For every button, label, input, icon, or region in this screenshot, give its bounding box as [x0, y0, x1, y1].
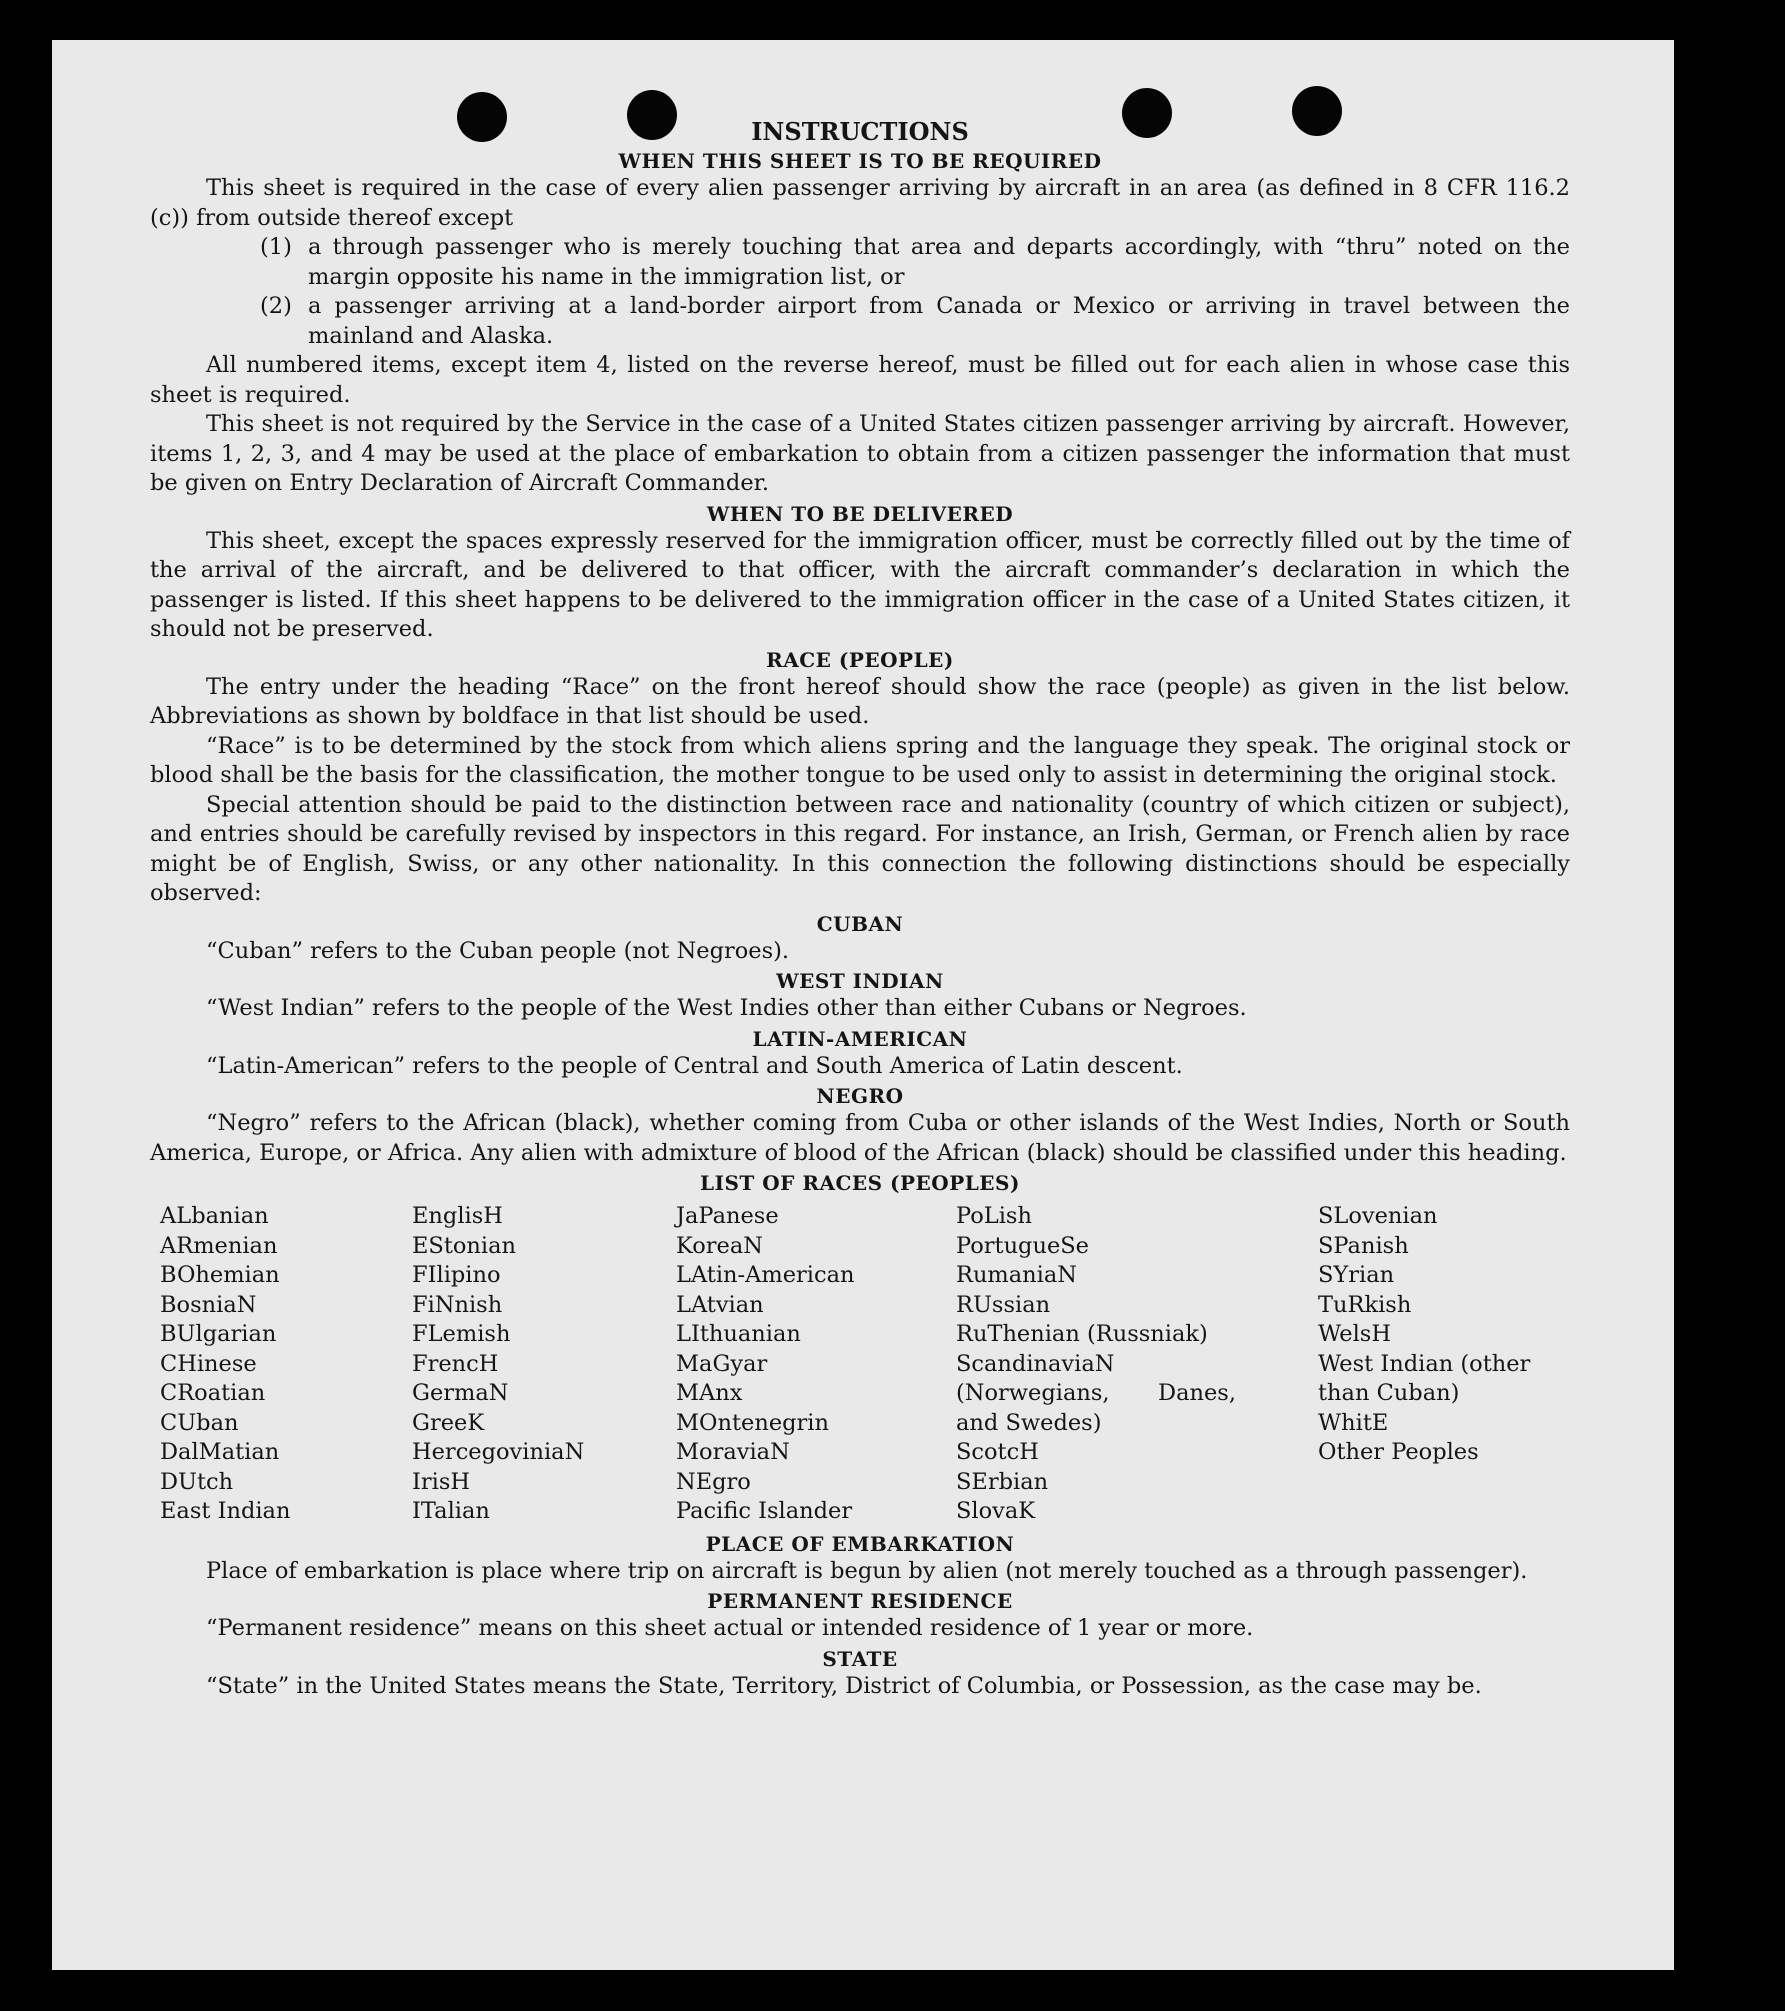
race-item: PoLish — [956, 1203, 1032, 1229]
race-item: MAnx — [676, 1380, 743, 1406]
race-item: FrencH — [412, 1350, 499, 1377]
west-indian-text: “West Indian” refers to the people of the West Indies other than either Cubans or Negroes. — [206, 995, 1247, 1021]
races-column-3 — [676, 1202, 956, 1527]
race-item: West Indian (other than Cuban) — [1318, 1350, 1531, 1406]
races-column-5 — [1318, 1202, 1570, 1527]
section-heading-residence: PERMANENT RESIDENCE — [707, 1589, 1013, 1613]
race-item: MoraviaN — [676, 1439, 790, 1465]
race-item: RUssian — [956, 1291, 1051, 1318]
page-title: INSTRUCTIONS — [751, 117, 969, 146]
race-item: WhitE — [1318, 1409, 1389, 1436]
section-heading-embarkation: PLACE OF EMBARKATION — [705, 1531, 1015, 1556]
section-heading-when-delivered: WHEN TO BE DELIVERED — [706, 501, 1014, 526]
cuban-text: “Cuban” refers to the Cuban people (not Negroes). — [206, 937, 790, 964]
race-item: LIthuanian — [676, 1321, 801, 1347]
race-para3: Special attention should be paid to the distinction between race and nationality (country of which citizen or subject), and entries should be carefully revised by inspectors in this regard. For instance, an Irish, German, or French alien by race might be of English, Swiss, or any other nationality. In this connection the following distinctions should be especially observed: — [150, 791, 1570, 906]
race-item: CHinese — [160, 1350, 257, 1377]
race-item: LAtin-American — [676, 1262, 855, 1288]
race-item: WelsH — [1318, 1321, 1391, 1347]
race-item: ITalian — [412, 1498, 490, 1524]
race-item: CUban — [160, 1409, 239, 1436]
race-item: GermaN — [412, 1380, 509, 1406]
exception-number: (1) — [260, 234, 292, 260]
race-item: FiNnish — [412, 1291, 503, 1318]
exception-text: a passenger arriving at a land-border airport from Canada or Mexico or arriving in travel between the mainland and Alaska. — [308, 293, 1570, 349]
race-item: East Indian — [160, 1498, 291, 1524]
race-item: EnglisH — [412, 1203, 503, 1229]
section-heading-races-list: LIST OF RACES (PEOPLES) — [700, 1171, 1020, 1195]
race-item: FIlipino — [412, 1262, 501, 1288]
race-item: MOntenegrin — [676, 1409, 829, 1436]
race-item: JaPanese — [676, 1203, 779, 1229]
race-item: KoreaN — [676, 1232, 763, 1259]
races-list — [160, 1202, 1570, 1527]
exception-number: (2) — [260, 293, 292, 319]
race-para1: The entry under the heading “Race” on the front hereof should show the race (people) as given in the list below. Abbreviations as shown by boldface in that list should be used. — [150, 673, 1570, 729]
section-heading-when-required: WHEN THIS SHEET IS TO BE REQUIRED — [618, 149, 1102, 173]
exception-item — [150, 233, 1570, 292]
races-column-4 — [956, 1202, 1318, 1527]
section-heading-cuban: CUBAN — [816, 911, 904, 936]
races-column-2 — [412, 1202, 676, 1527]
race-item: SPanish — [1318, 1232, 1409, 1259]
race-item: RuThenian (Russniak) — [956, 1321, 1208, 1347]
section-heading-race: RACE (PEOPLE) — [766, 647, 954, 672]
race-item: SlovaK — [956, 1498, 1036, 1524]
exception-text: a through passenger who is merely touching that area and departs accordingly, with “thru” noted on the margin opposite his name in the immigration list, or — [308, 234, 1570, 290]
race-item: MaGyar — [676, 1350, 768, 1377]
race-item: CRoatian — [160, 1380, 266, 1406]
race-item: Other Peoples — [1318, 1439, 1479, 1465]
race-item: ALbanian — [160, 1203, 269, 1229]
race-item: EStonian — [412, 1232, 517, 1259]
race-item: SYrian — [1318, 1262, 1395, 1288]
race-item: TuRkish — [1318, 1291, 1412, 1318]
race-item: NEgro — [676, 1468, 751, 1495]
latin-american-text: “Latin-American” refers to the people of Central and South America of Latin descent. — [206, 1052, 1183, 1079]
section-heading-west-indian: WEST INDIAN — [776, 969, 944, 993]
section-heading-latin-american: LATIN-AMERICAN — [752, 1026, 968, 1051]
race-item: BOhemian — [160, 1262, 280, 1288]
when-delivered-text: This sheet, except the spaces expressly reserved for the immigration officer, must be correctly filled out by the time of the arrival of the aircraft, and be delivered to that officer, with the aircraft commander’s declaration in which the passenger is listed. If this sheet happens to be delivered to the immigration officer in the case of a United States citizen, it should not be preserved. — [150, 527, 1570, 642]
race-item: BosniaN — [160, 1291, 257, 1318]
race-item: DalMatian — [160, 1439, 280, 1465]
race-item: ScotcH — [956, 1439, 1039, 1465]
race-item: PortugueSe — [956, 1232, 1090, 1259]
race-item: LAtvian — [676, 1291, 764, 1318]
race-item: IrisH — [412, 1468, 471, 1495]
race-item: HercegoviniaN — [412, 1439, 585, 1465]
race-item: FLemish — [412, 1321, 511, 1347]
exception-item — [150, 292, 1570, 351]
race-para2: “Race” is to be determined by the stock from which aliens spring and the language they speak. The original stock or blood shall be the basis for the classification, the mother tongue to be used only to assist in determining the original stock. — [150, 732, 1570, 788]
race-item: RumaniaN — [956, 1262, 1077, 1288]
document-page — [52, 40, 1674, 1970]
section-heading-negro: NEGRO — [816, 1084, 904, 1108]
instructions-content — [150, 118, 1570, 1701]
negro-text: “Negro” refers to the African (black), whether coming from Cuba or other islands of the West Indies, North or South America, Europe, or Africa. Any alien with admixture of blood of the African (black) should be classified under this heading. — [150, 1110, 1570, 1166]
race-item: BUlgarian — [160, 1321, 277, 1347]
when-required-para3: This sheet is not required by the Service in the case of a United States citizen passenger arriving by aircraft. However, items 1, 2, 3, and 4 may be used at the place of embarkation to obtain from a citizen passenger the information that must be given on Entry Declaration of Aircraft Commander. — [150, 411, 1570, 496]
race-item: DUtch — [160, 1468, 234, 1495]
when-required-para2: All numbered items, except item 4, listed on the reverse hereof, must be filled out for each alien in whose case this sheet is required. — [150, 352, 1570, 408]
race-item: ScandinaviaN (Norwegians, Danes, and Swedes) — [956, 1350, 1236, 1436]
races-column-1 — [160, 1202, 412, 1527]
race-item: SErbian — [956, 1468, 1049, 1495]
when-required-intro: This sheet is required in the case of every alien passenger arriving by aircraft in an area (as defined in 8 CFR 116.2 (c)) from outside thereof except — [150, 175, 1570, 231]
embarkation-text: Place of embarkation is place where trip on aircraft is begun by alien (not merely touched as a through passenger). — [206, 1557, 1528, 1584]
state-text: “State” in the United States means the State, Territory, District of Columbia, or Possession, as the case may be. — [206, 1672, 1482, 1699]
race-item: SLovenian — [1318, 1203, 1438, 1229]
section-heading-state: STATE — [822, 1646, 898, 1671]
race-item: ARmenian — [160, 1232, 278, 1259]
race-item: Pacific Islander — [676, 1498, 853, 1524]
residence-text: “Permanent residence” means on this sheet actual or intended residence of 1 year or more. — [206, 1615, 1254, 1641]
race-item: GreeK — [412, 1409, 485, 1436]
